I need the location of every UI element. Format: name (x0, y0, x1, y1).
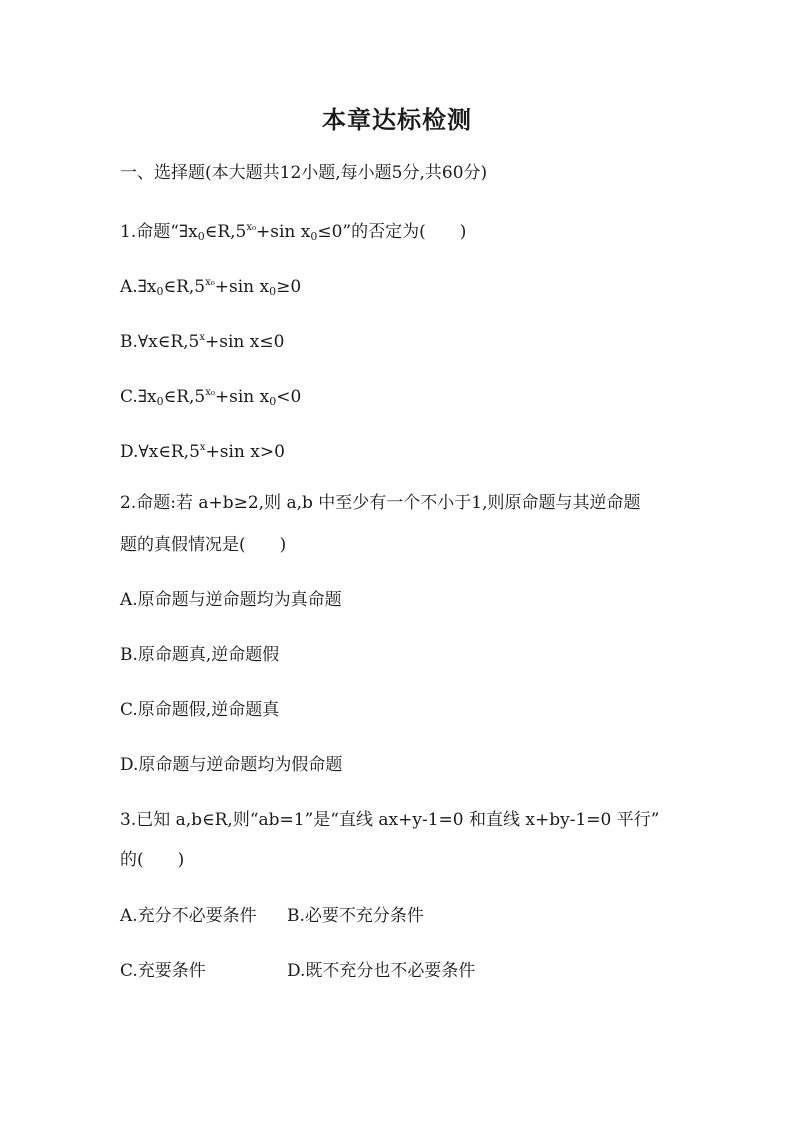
section-header: 一、选择题(本大题共12小题,每小题5分,共60分) (120, 163, 488, 183)
question-2-option-c: C.原命题假,逆命题真 (120, 700, 280, 720)
question-2-option-a: A.原命题与逆命题均为真命题 (120, 590, 342, 610)
question-2-stem-line-1: 2.命题:若 a+b≥2,则 a,b 中至少有一个不小于1,则原命题与其逆命题 (120, 493, 641, 513)
question-1-option-b: $B.\forall x\in R,5^x+\sin$ x≤0 (120, 332, 285, 352)
question-3-option-b: B.必要不充分条件 (287, 906, 424, 926)
question-1-option-c: $C.\exists x_0\in R,5^{x_0}+\sin$ $x_0<0$ (120, 387, 302, 408)
question-1-option-d: $D.\forall x\in R,5^x+\sin$ x>0 (120, 442, 285, 462)
question-3-option-a: A.充分不必要条件 (120, 906, 257, 926)
question-2-stem-line-2: 题的真假情况是( ) (120, 535, 287, 555)
question-1-stem: 1.命题“$\exists x_0\in R,5^{x_0}+\sin$ $x_0\le 0$”的否定为( ) (120, 222, 467, 243)
question-2-option-b: B.原命题真,逆命题假 (120, 645, 280, 665)
question-3-option-c: C.充要条件 (120, 961, 206, 981)
question-3-option-d: D.既不充分也不必要条件 (287, 961, 476, 981)
question-2-option-d: D.原命题与逆命题均为假命题 (120, 755, 343, 775)
page-title: 本章达标检测 (322, 106, 472, 134)
question-3-stem-line-1: 3.已知 a,b∈R,则“ab=1”是“直线 ax+y-1=0 和直线 x+by-1=0 平行” (120, 810, 660, 830)
question-1-option-a: $A.\exists x_0\in R,5^{x_0}+\sin$ $x_0\ge 0$ (120, 277, 302, 298)
question-3-stem-line-2: 的( ) (120, 850, 185, 870)
